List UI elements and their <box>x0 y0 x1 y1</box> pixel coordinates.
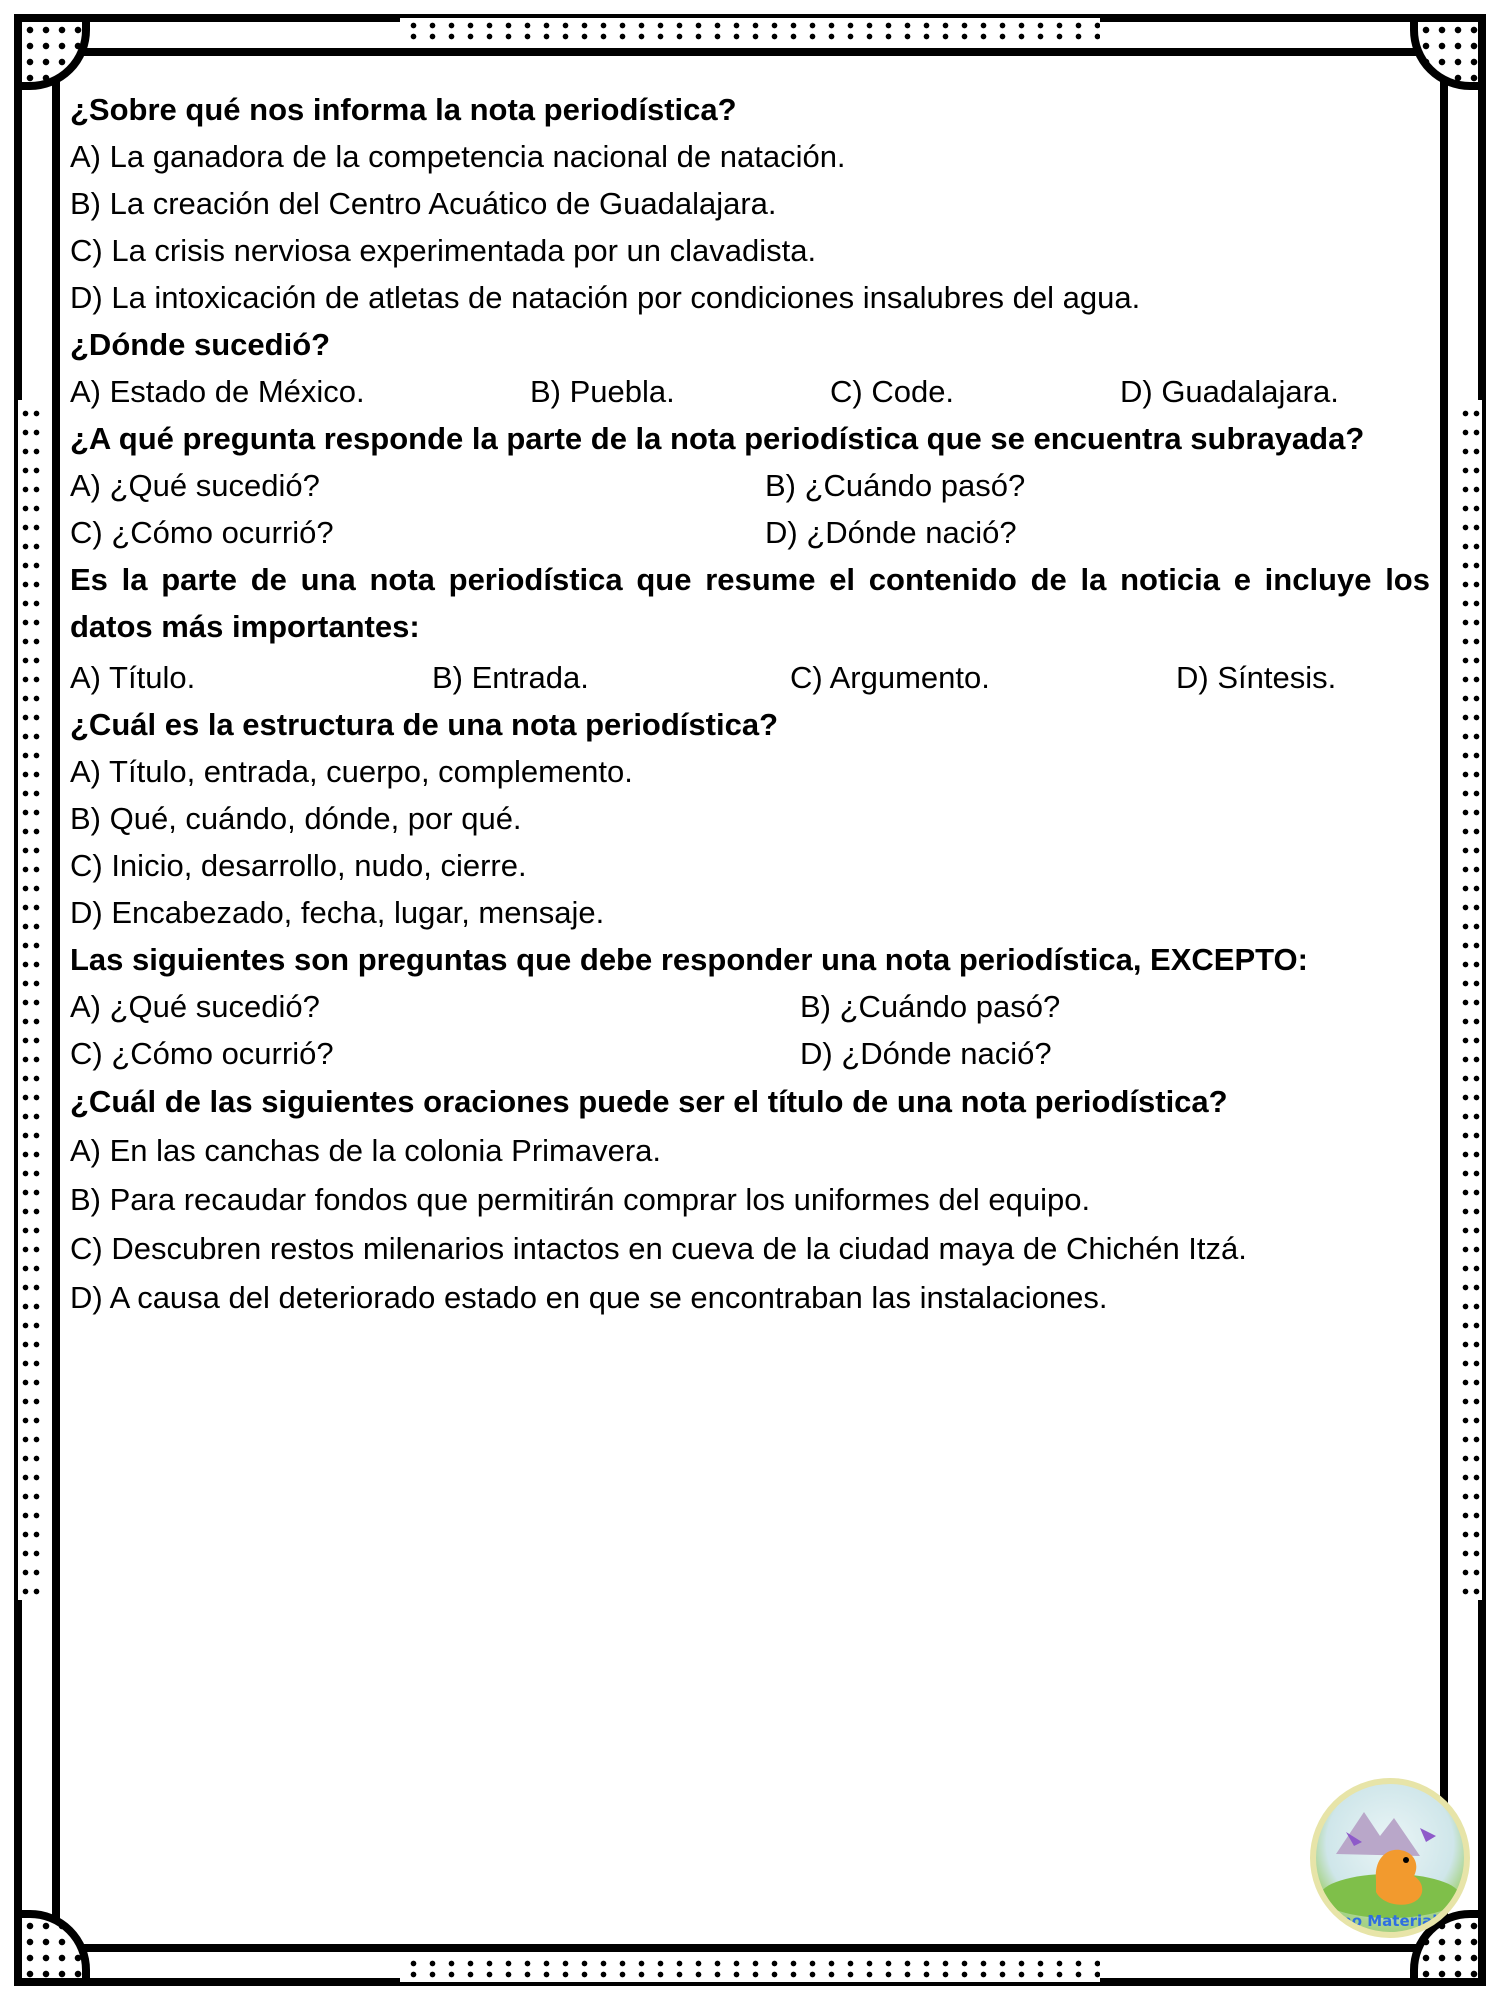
answer-option: B) ¿Cuándo pasó? <box>765 468 1026 503</box>
answer-option: D) La intoxicación de atletas de natación por condiciones insalubres del agua. <box>70 280 1141 315</box>
question-4 <box>70 556 1430 701</box>
dinosaur-icon <box>1316 1784 1464 1932</box>
answer-option: C) Code. <box>830 374 955 409</box>
answer-option: C) Descubren restos milenarios intactos en cueva de la ciudad maya de Chichén Itzá. <box>70 1231 1247 1266</box>
answer-options-row <box>70 462 1430 509</box>
question-prompt: ¿Dónde sucedió? <box>70 327 331 362</box>
answer-option: D) Guadalajara. <box>1120 374 1339 409</box>
answer-option: D) ¿Dónde nació? <box>765 515 1017 550</box>
question-7 <box>70 1077 1430 1322</box>
answer-option: A) En las canchas de la colonia Primavera. <box>70 1133 662 1168</box>
answer-options-row <box>70 368 1430 415</box>
question-prompt: ¿Cuál de las siguientes oraciones puede ser el título de una nota periodística? <box>70 1084 1228 1119</box>
question-2 <box>70 321 1430 415</box>
question-1 <box>70 86 1430 321</box>
left-dotted-band <box>18 400 42 1600</box>
answer-option: B) Entrada. <box>432 660 589 695</box>
answer-option: B) ¿Cuándo pasó? <box>800 989 1061 1024</box>
question-prompt: Es la parte de una nota periodística que resume el contenido de la noticia e incluye los datos más importantes: <box>70 562 1430 644</box>
bottom-dotted-band <box>400 1956 1100 1982</box>
answer-option: B) La creación del Centro Acuático de Guadalajara. <box>70 186 777 221</box>
question-prompt: ¿Cuál es la estructura de una nota periodística? <box>70 707 779 742</box>
answer-options-row <box>70 983 1430 1030</box>
answer-option: B) Puebla. <box>530 374 675 409</box>
right-dotted-band <box>1458 400 1482 1600</box>
dino-materiales-logo <box>1310 1778 1470 1938</box>
answer-option: C) Inicio, desarrollo, nudo, cierre. <box>70 848 527 883</box>
answer-option: D) Síntesis. <box>1176 660 1337 695</box>
answer-options-row <box>70 509 1430 556</box>
question-prompt: Las siguientes son preguntas que debe responder una nota periodística, EXCEPTO: <box>70 942 1308 977</box>
answer-option: D) Encabezado, fecha, lugar, mensaje. <box>70 895 605 930</box>
answer-option: A) ¿Qué sucedió? <box>70 468 320 503</box>
answer-option: C) ¿Cómo ocurrió? <box>70 515 334 550</box>
question-3 <box>70 415 1430 556</box>
answer-option: A) La ganadora de la competencia nacional de natación. <box>70 139 846 174</box>
top-dotted-band <box>400 18 1100 44</box>
answer-option: A) ¿Qué sucedió? <box>70 989 320 1024</box>
answer-option: C) La crisis nerviosa experimentada por un clavadista. <box>70 233 817 268</box>
logo-text: Dino Materiales <box>1323 1912 1457 1930</box>
answer-option: B) Para recaudar fondos que permitirán comprar los uniformes del equipo. <box>70 1182 1091 1217</box>
answer-option: D) ¿Dónde nació? <box>800 1036 1052 1071</box>
worksheet-content <box>70 86 1430 1322</box>
answer-option: A) Título, entrada, cuerpo, complemento. <box>70 754 633 789</box>
question-prompt: ¿A qué pregunta responde la parte de la nota periodística que se encuentra subrayada? <box>70 421 1365 456</box>
question-prompt: ¿Sobre qué nos informa la nota periodística? <box>70 92 737 127</box>
answer-option: C) Argumento. <box>790 660 990 695</box>
answer-options-row <box>70 1030 1430 1077</box>
answer-option: C) ¿Cómo ocurrió? <box>70 1036 334 1071</box>
answer-option: A) Título. <box>70 660 196 695</box>
answer-option: D) A causa del deteriorado estado en que se encontraban las instalaciones. <box>70 1280 1108 1315</box>
question-6 <box>70 936 1430 1077</box>
answer-options-row <box>70 654 1430 701</box>
answer-option: B) Qué, cuándo, dónde, por qué. <box>70 801 522 836</box>
answer-option: A) Estado de México. <box>70 374 365 409</box>
question-5 <box>70 701 1430 936</box>
